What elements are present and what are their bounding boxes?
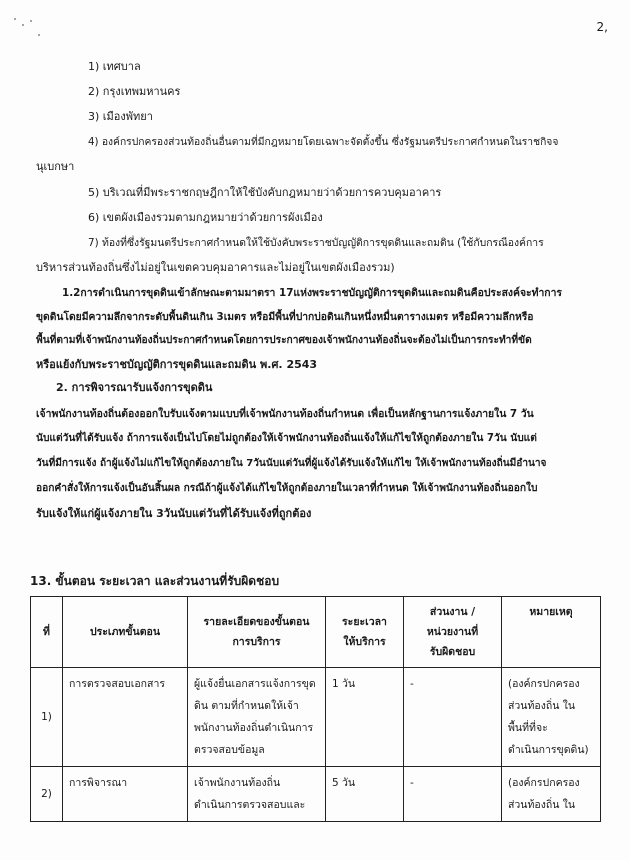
row-details: ผู้แจ้งยื่นเอกสารแจ้งการขุด ดิน ตามที่กำหนดให้เจ้า พนักงานท้องถิ่นดำเนินการ ตรวจสอบข้อมูล: [188, 668, 326, 767]
steps-table: [30, 596, 601, 822]
paragraph-line: 1.2การดำเนินการขุดดินเข้าลักษณะตามมาตรา 17แห่งพระราชบัญญัติการขุดดินและถมดินคือประสงค์จะทำการ: [62, 287, 563, 299]
row-remark: (องค์กรปกครอง ส่วนท้องถิ่น ใน พื้นที่ที่จะ ดำเนินการขุดดิน): [502, 668, 601, 767]
table-header-row: [31, 597, 601, 668]
section-heading: 2. การพิจารณารับแจ้งการขุดดิน: [56, 381, 213, 394]
row-department: -: [404, 668, 502, 767]
row-step-type: การตรวจสอบเอกสาร: [63, 668, 188, 767]
header-details: รายละเอียดของขั้นตอน การบริการ: [188, 597, 326, 668]
list-item-continuation: นุเบกษา: [36, 160, 75, 173]
section-13-heading: 13. ขั้นตอน ระยะเวลา และส่วนงานที่รับผิดชอบ: [30, 574, 280, 588]
list-item: 6) เขตผังเมืองรวมตามกฎหมายว่าด้วยการผังเมือง: [88, 211, 323, 224]
table-row: [31, 668, 601, 767]
list-item: 7) ท้องที่ซึ่งรัฐมนตรีประกาศกำหนดให้ใช้บังคับพระราชบัญญัติการขุดดินและถมดิน (ใช้กับกรณีองค์การ: [88, 237, 544, 249]
header-no: ที่: [31, 597, 63, 668]
table-row: [31, 767, 601, 822]
row-duration: 5 วัน: [326, 767, 404, 822]
list-item-continuation: บริหารส่วนท้องถิ่นซึ่งไม่อยู่ในเขตควบคุมอาคารและไม่อยู่ในเขตผังเมืองรวม): [36, 261, 395, 274]
header-remark: หมายเหตุ: [502, 597, 601, 668]
list-item: 5) บริเวณที่มีพระราชกฤษฎีกาให้ใช้บังคับกฎหมายว่าด้วยการควบคุมอาคาร: [88, 186, 442, 199]
paragraph-line: พื้นที่ตามที่เจ้าพนักงานท้องถิ่นประกาศกำหนดโดยการประกาศของเจ้าพนักงานท้องถิ่นจะต้องไม่เป็นการกระทำที่ขัด: [36, 335, 532, 346]
row-number: 1): [31, 668, 63, 767]
paragraph-line: วันที่มีการแจ้ง ถ้าผู้แจ้งไม่แก้ไขให้ถูกต้องภายใน 7วันนับแต่วันที่ผู้แจ้งได้รับแจ้งให้แก้ไข ให้เจ้าพนักงานท้องถิ่นมีอำนาจ: [36, 458, 547, 469]
row-department: -: [404, 767, 502, 822]
list-item: 2) กรุงเทพมหานคร: [88, 85, 181, 98]
paragraph-line: นับแต่วันที่ได้รับแจ้ง ถ้าการแจ้งเป็นไปโดยไม่ถูกต้องให้เจ้าพนักงานท้องถิ่นแจ้งให้แก้ไขให้ถูกต้องภายใน 7วัน นับแต่: [36, 433, 537, 444]
list-item: 4) องค์กรปกครองส่วนท้องถิ่นอื่นตามที่มีกฎหมายโดยเฉพาะจัดตั้งขึ้น ซึ่งรัฐมนตรีประกาศกำหนดในราชกิจจ: [88, 136, 559, 148]
row-remark: (องค์กรปกครอง ส่วนท้องถิ่น ใน: [502, 767, 601, 822]
list-item: 3) เมืองพัทยา: [88, 110, 153, 123]
paragraph-line: ออกคำสั่งให้การแจ้งเป็นอันสิ้นผล กรณีถ้าผู้แจ้งได้แก้ไขให้ถูกต้องภายในเวลาที่กำหนด ให้เจ้าพนักงานท้องถิ่นออกใบ: [36, 483, 538, 494]
row-number: 2): [31, 767, 63, 822]
header-step-type: ประเภทขั้นตอน: [63, 597, 188, 668]
row-duration: 1 วัน: [326, 668, 404, 767]
list-item: 1) เทศบาล: [88, 60, 141, 73]
row-step-type: การพิจารณา: [63, 767, 188, 822]
paragraph-line: รับแจ้งให้แก่ผู้แจ้งภายใน 3วันนับแต่วันที่ได้รับแจ้งที่ถูกต้อง: [36, 507, 312, 520]
paragraph-line: หรือแย้งกับพระราชบัญญัติการขุดดินและถมดิน พ.ศ. 2543: [36, 358, 318, 371]
row-details: เจ้าพนักงานท้องถิ่น ดำเนินการตรวจสอบและ: [188, 767, 326, 822]
header-department: ส่วนงาน / หน่วยงานที่ รับผิดชอบ: [404, 597, 502, 668]
paragraph-line: เจ้าพนักงานท้องถิ่นต้องออกใบรับแจ้งตามแบบที่เจ้าพนักงานท้องถิ่นกำหนด เพื่อเป็นหลักฐานการแจ้งภายใน 7 วัน: [36, 408, 534, 420]
header-duration: ระยะเวลา ให้บริการ: [326, 597, 404, 668]
page-number: 2,: [596, 20, 608, 34]
paragraph-line: ขุดดินโดยมีความลึกจากระดับพื้นดินเกิน 3เมตร หรือมีพื้นที่ปากบ่อดินเกินหนึ่งหมื่นตารางเมตร หรือมีความลึกหรือ: [36, 311, 534, 323]
